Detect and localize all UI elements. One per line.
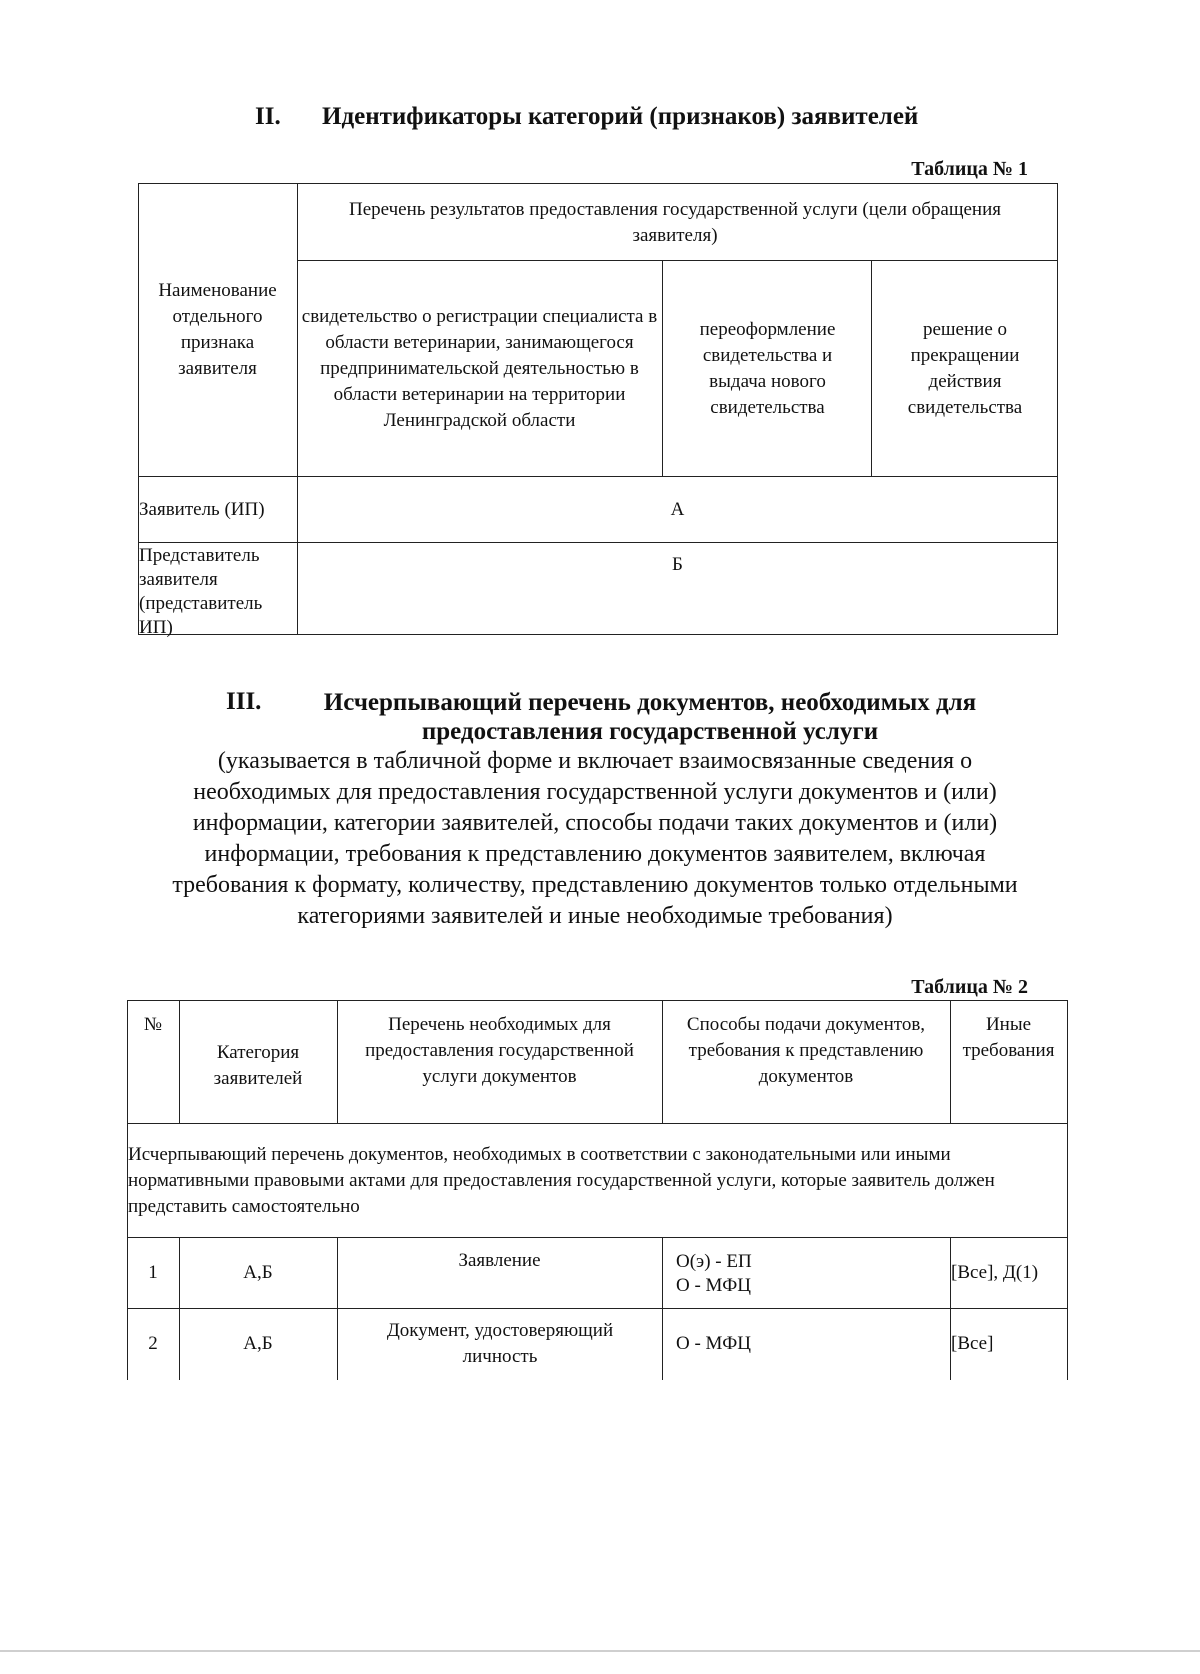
section-2-numeral: II. bbox=[255, 103, 281, 130]
table-1-row-1-name: Заявитель (ИП) bbox=[139, 498, 265, 520]
table-1-group-header: Перечень результатов предоставления государственной услуги (цели обращения заявителя) bbox=[348, 199, 1001, 246]
table-row-method: О - МФЦ bbox=[676, 1275, 751, 1296]
table-1-row-1-value: А bbox=[670, 498, 685, 520]
table-2-header-methods: Способы подачи документов, требования к представлению документов bbox=[686, 1014, 926, 1087]
table-2-header-documents: Перечень необходимых для предоставления государственной услуги документов bbox=[365, 1014, 634, 1087]
table-row-category: А,Б bbox=[243, 1262, 273, 1283]
section-3-numeral: III. bbox=[226, 688, 262, 715]
table-row-method: О(э) - ЕП bbox=[676, 1251, 752, 1272]
table-1-row-2-value: Б bbox=[672, 554, 683, 575]
table-row-document: Заявление bbox=[458, 1250, 541, 1271]
page-bottom-edge bbox=[0, 1650, 1200, 1652]
section-2-title: Идентификаторы категорий (признаков) заявителей bbox=[322, 103, 919, 130]
table-2-header-category: Категория заявителей bbox=[213, 1042, 303, 1089]
table-1-subheader-3: решение о прекращении действия свидетельства bbox=[907, 319, 1023, 418]
table-1-label: Таблица № 1 bbox=[911, 158, 1028, 180]
table-2-merged-row: Исчерпывающий перечень документов, необходимых в соответствии с законодательными или иными нормативными правовыми актами для предоставления государственной услуги, которые заявитель должен представить самостоятельно bbox=[128, 1144, 995, 1217]
table-row-other: [Все] bbox=[951, 1333, 994, 1354]
table-row-other: [Все], Д(1) bbox=[951, 1262, 1039, 1283]
table-2-header-num: № bbox=[143, 1014, 163, 1035]
table-2-header-other: Иные требования bbox=[962, 1014, 1055, 1061]
table-1-subheader-2: переоформление свидетельства и выдача нового свидетельства bbox=[699, 319, 836, 418]
table-1-col1-header: Наименование отдельного признака заявителя bbox=[158, 280, 277, 379]
table-row-category: А,Б bbox=[243, 1333, 273, 1354]
table-2-label: Таблица № 2 bbox=[911, 976, 1028, 998]
table-1-subheader-1: свидетельство о регистрации специалиста в области ветеринарии, занимающегося предпринимательской деятельностью в области ветеринарии на территории Ленинградской области bbox=[301, 306, 658, 431]
table-row: 2 bbox=[148, 1333, 158, 1354]
section-3-title: Исчерпывающий перечень документов, необходимых для предоставления государственной услуги bbox=[323, 689, 977, 745]
section-3-note: (указывается в табличной форме и включает взаимосвязанные сведения о необходимых для предоставления государственной услуги документов и (или) информации, категории заявителей, способы подачи таких документов и (или) информации, требования к представлению документов заявителем, включая требования к формату, количеству, представлению документов только отдельными категориями заявителей и иные необходимые требования) bbox=[172, 748, 1018, 929]
table-row: 1 bbox=[148, 1262, 158, 1283]
table-row-method: О - МФЦ bbox=[676, 1333, 751, 1354]
table-row-document: Документ, удостоверяющий личность bbox=[386, 1320, 614, 1367]
table-1-row-2-name: Представитель заявителя (представитель ИП) bbox=[139, 545, 263, 638]
